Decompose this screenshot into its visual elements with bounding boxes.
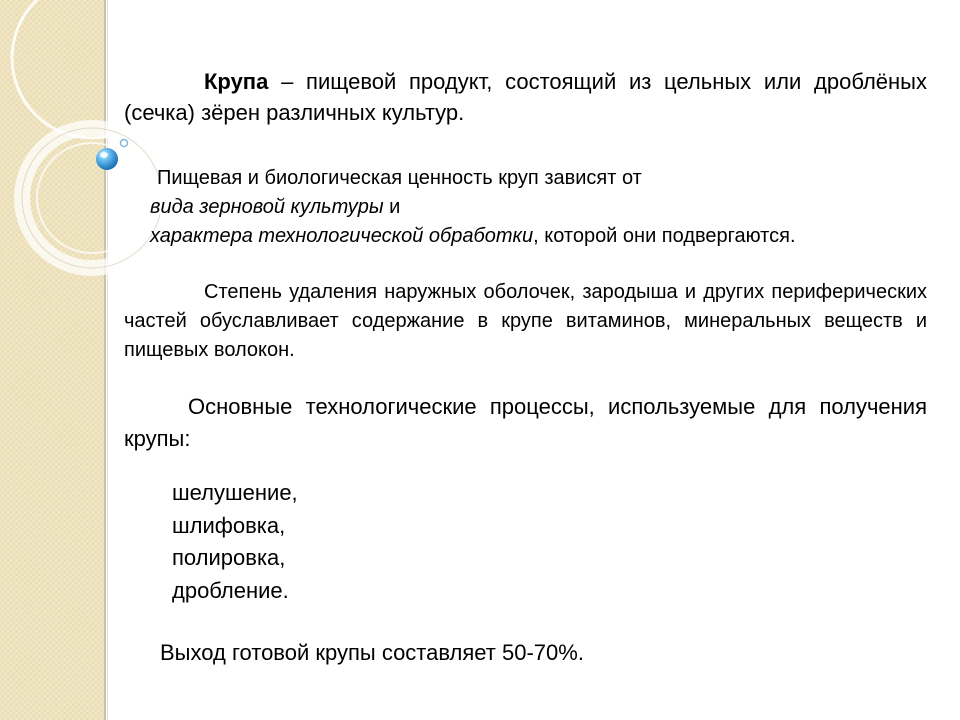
accent-ball-icon <box>96 148 118 170</box>
list-item: шлифовка, <box>172 512 286 538</box>
value-italic-1: вида зерновой культуры <box>150 196 384 218</box>
slide-content <box>124 66 927 691</box>
definition-text: – пищевой продукт, состоящий из цельных или дроблёных (сечка) зёрен различных культур. <box>124 69 927 125</box>
degree-paragraph <box>124 278 927 365</box>
value-paragraph <box>124 164 927 251</box>
value-line-3-suffix: , которой они подвергаются. <box>533 225 796 247</box>
list-item: дробление. <box>172 577 289 603</box>
list-item: шелушение, <box>172 480 298 505</box>
definition-paragraph <box>124 66 927 128</box>
process-intro-paragraph <box>124 391 927 455</box>
value-line-3 <box>124 222 927 251</box>
value-italic-2: характера технологической обработки <box>150 225 534 247</box>
process-intro-text: Основные технологические процессы, используемые для получения крупы: <box>124 394 927 451</box>
value-line-1: Пищевая и биологическая ценность круп зависят от <box>157 167 642 189</box>
degree-text: Степень удаления наружных оболочек, зародыша и других периферических частей обуславливает содержание в крупе витаминов, минеральных веществ и пищевых волокон. <box>124 281 927 361</box>
list-item: полировка, <box>172 545 286 570</box>
definition-term: Крупа <box>204 69 269 94</box>
value-line-2-suffix: и <box>383 196 401 218</box>
ball-highlight <box>100 152 108 158</box>
process-list <box>124 477 927 607</box>
yield-paragraph: Выход готовой крупы составляет 50-70%. <box>160 640 584 665</box>
value-line-2 <box>124 193 927 222</box>
